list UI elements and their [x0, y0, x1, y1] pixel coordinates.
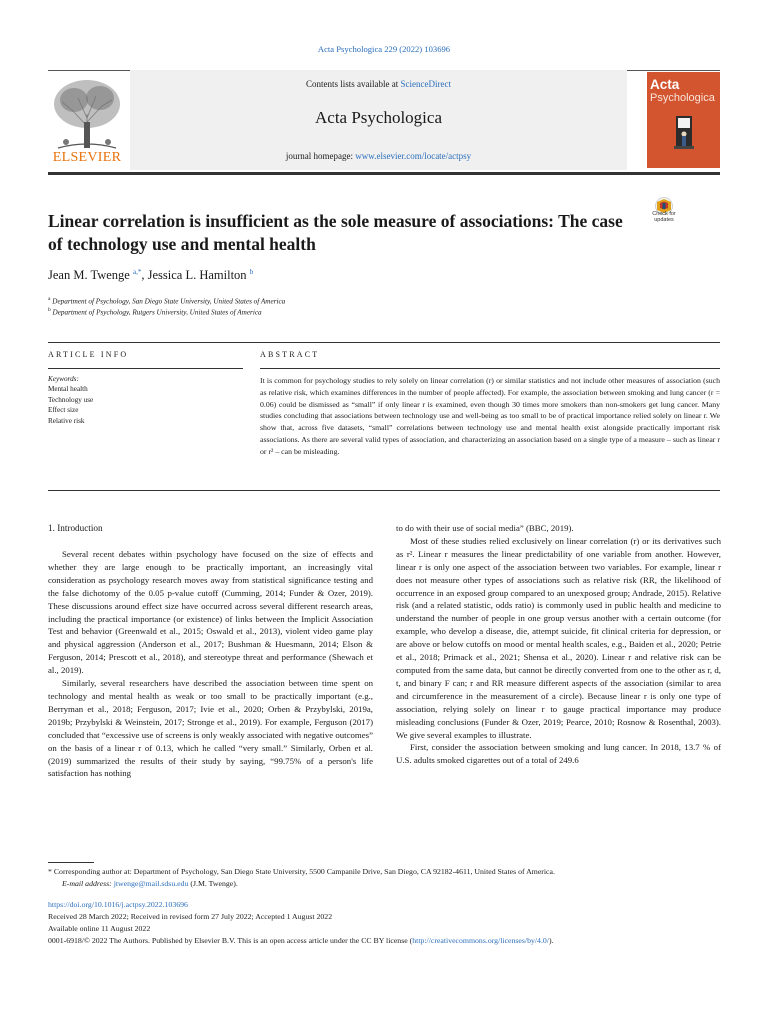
contents-prefix: Contents lists available at: [306, 79, 401, 89]
keyword-item[interactable]: Mental health: [48, 385, 88, 394]
contents-line: [130, 79, 627, 89]
cover-illustration: [654, 112, 714, 162]
author-twenge[interactable]: Jean M. Twenge: [48, 268, 130, 283]
cover-title: Acta: [650, 77, 680, 92]
author-separator: ,: [141, 268, 148, 283]
article-title: Linear correlation is insufficient as the sole measure of associations: The case of technology use and mental health: [48, 211, 623, 254]
section-title-introduction: 1. Introduction: [48, 523, 103, 533]
affiliation-b-text: Department of Psychology, Rutgers University, United States of America: [52, 308, 262, 317]
info-top-rule: [48, 342, 720, 343]
homepage-prefix: journal homepage:: [285, 151, 356, 161]
body-paragraph-continuation: to do with their use of social media” (BBC, 2019).: [396, 523, 574, 533]
doi-link[interactable]: https://doi.org/10.1016/j.actpsy.2022.103696: [48, 900, 188, 909]
author-list: [48, 268, 253, 283]
keyword-item[interactable]: Technology use: [48, 395, 94, 404]
body-column-right: [396, 522, 721, 767]
affiliation-b-mark: b: [48, 307, 51, 313]
body-paragraph: First, consider the association between smoking and lung cancer. In 2018, 13.7 % of U.S. adults smoked cigarettes out of a total of 249.6: [396, 742, 721, 766]
abstract-rule: [260, 368, 720, 369]
received-dates: Received 28 March 2022; Received in revised form 27 July 2022; Accepted 1 August 2022: [48, 912, 333, 921]
license-line: [48, 935, 720, 946]
body-paragraph: Several recent debates within psychology have focused on the size of effects and whether they are large enough to be practically important, an increasingly vital consideration as psychology research moves away from statistical significance testing and the false dichotomy of the 0.05 p-value cutoff (Cumming, 2014; Funder & Ozer, 2019). These discussions around effect size have occurred across several different research areas, including the practical importance (or existence) of links between the Implicit Association Test and behavior (Greenwald et al., 2015; Oswald et al., 2013), violent video game play and physical aggression (Anderson et al., 2017; Bushman & Huesmann, 2014; Elson & Ferguson, 2014; Prescott et al., 2018), and stereotype threat and performance (Shewach et al., 2019).: [48, 549, 373, 676]
affiliation-a-mark: a: [48, 296, 51, 302]
footnote-rule: [48, 862, 94, 863]
author-hamilton-marks[interactable]: b: [249, 268, 254, 276]
check-for-updates-label: [644, 211, 684, 223]
check-label-line2: updates: [654, 217, 674, 223]
license-suffix: ).: [548, 936, 554, 945]
keywords-block: [48, 374, 93, 426]
affiliation-b: [48, 307, 262, 316]
available-online: Available online 11 August 2022: [48, 924, 151, 933]
journal-citation[interactable]: Acta Psychologica 229 (2022) 103696: [317, 44, 451, 54]
email-label: E-mail address:: [62, 879, 114, 888]
license-link[interactable]: http://creativecommons.org/licenses/by/4.0/: [412, 936, 549, 945]
author-twenge-marks[interactable]: a,*: [133, 268, 142, 276]
email-line: [62, 878, 734, 889]
sciencedirect-link[interactable]: ScienceDirect: [400, 79, 451, 89]
homepage-link[interactable]: www.elsevier.com/locate/actpsy: [355, 151, 472, 161]
email-suffix: (J.M. Twenge).: [188, 879, 238, 888]
journal-name: Acta Psychologica: [315, 108, 442, 127]
license-prefix: 0001-6918/© 2022 The Authors. Published by Elsevier B.V. This is an open access article under the CC BY license (: [48, 936, 413, 945]
cover-subtitle: Psychologica: [650, 92, 715, 104]
affiliation-a-text: Department of Psychology, San Diego State University, United States of America: [52, 297, 286, 306]
header-bottom-rule: [48, 172, 720, 175]
affiliation-a: [48, 296, 285, 305]
abstract-heading: ABSTRACT: [260, 350, 320, 359]
homepage-line: [130, 151, 627, 161]
info-rule: [48, 368, 243, 369]
body-paragraph: Most of these studies relied exclusively on linear correlation (r) or its derivatives such as r². Linear r measures the linear predictability of one variable from another. However, linear r is only one aspect of the association between two variables. For example, linear r does not measure other types of associations such as relative risk (RR, the likelihood of occurrence in an exposed group compared to an unexposed group; Andrade, 2015). Relative risk (and a related statistic, odds ratio) is commonly used in public health and medicine to understand the number of people in one group versus another with a certain outcome (for example, who develop a disease, die, attempt suicide, fit clinical criteria for depression, or are above or below cutoffs on mood or mental health scales, e.g., Baiden et al., 2020; Petrie et al., 2018; Primack et al., 2021; Shensa et al., 2020). Linear r and relative risk can be computed from the same data, but cannot be directly converted from one to the other as r, d, t, and binary F can; r and RR measure different aspects of the association (similar to area and circumference in the measurement of a circle). Because linear r is only one type of association, relying solely on linear r to gauge practical importance may produce misleading conclusions (Funder & Ozer, 2019; Pearce, 2010; Rosnow & Rosenthal, 2003). We give several examples to illustrate.: [396, 535, 721, 740]
abstract-bottom-rule: [48, 490, 720, 491]
email-link[interactable]: jtwenge@mail.sdsu.edu: [113, 879, 189, 888]
keyword-item[interactable]: Relative risk: [48, 416, 85, 425]
keyword-item[interactable]: Effect size: [48, 406, 79, 415]
author-hamilton[interactable]: Jessica L. Hamilton: [147, 268, 247, 283]
keywords-label: Keywords:: [48, 375, 79, 383]
body-column-left: [48, 548, 373, 780]
elsevier-wordmark: ELSEVIER: [52, 150, 122, 165]
corresponding-author-note: * Corresponding author at: Department of Psychology, San Diego State University, 5500 Campanile Drive, San Diego, CA 92182-4611, United States of America.: [48, 867, 555, 876]
article-info-heading: ARTICLE INFO: [48, 350, 129, 359]
abstract-text: It is common for psychology studies to rely solely on linear correlation (r) or similar statistics and not include other measures of association (such as relative risk, which examines differences in the number of people affected). For example, the association between smoking and lung cancer (r = 0.06) could be dismissed as “small” if only linear r is examined, even though 30 times more smokers than non-smokers get lung cancer. Many studies concluding that associations between technology use and well-being as too small to be of practical importance relied solely on linear r. We show that, across five datasets, “small” correlations between technology use and mental health exist alongside practically important risk associations. As there are several valid types of association, and characterizing an association based on a single type of a measure – such as linear r or r² – can be misleading.: [260, 376, 720, 456]
body-paragraph: Similarly, several researchers have described the association between time spent on technology and mental health as weak or too small to be practically important (e.g., Berryman et al., 2018; Ferguson, 2017; Ivie et al., 2020; Orben & Przybylski, 2019a, 2019b; Przybylski & Weinstein, 2017; Stronge et al., 2019). For example, Ferguson (2017) concluded that “excessive use of screens is only weakly associated with negative outcomes” on the basis of a linear r of 0.13, which he called “very small.” Similarly, Orben et al. (2019) summarized the results of their study by saying, “99.75% of a person's life satisfaction has nothing: [48, 678, 373, 779]
check-label-line1: Check for: [652, 211, 676, 217]
